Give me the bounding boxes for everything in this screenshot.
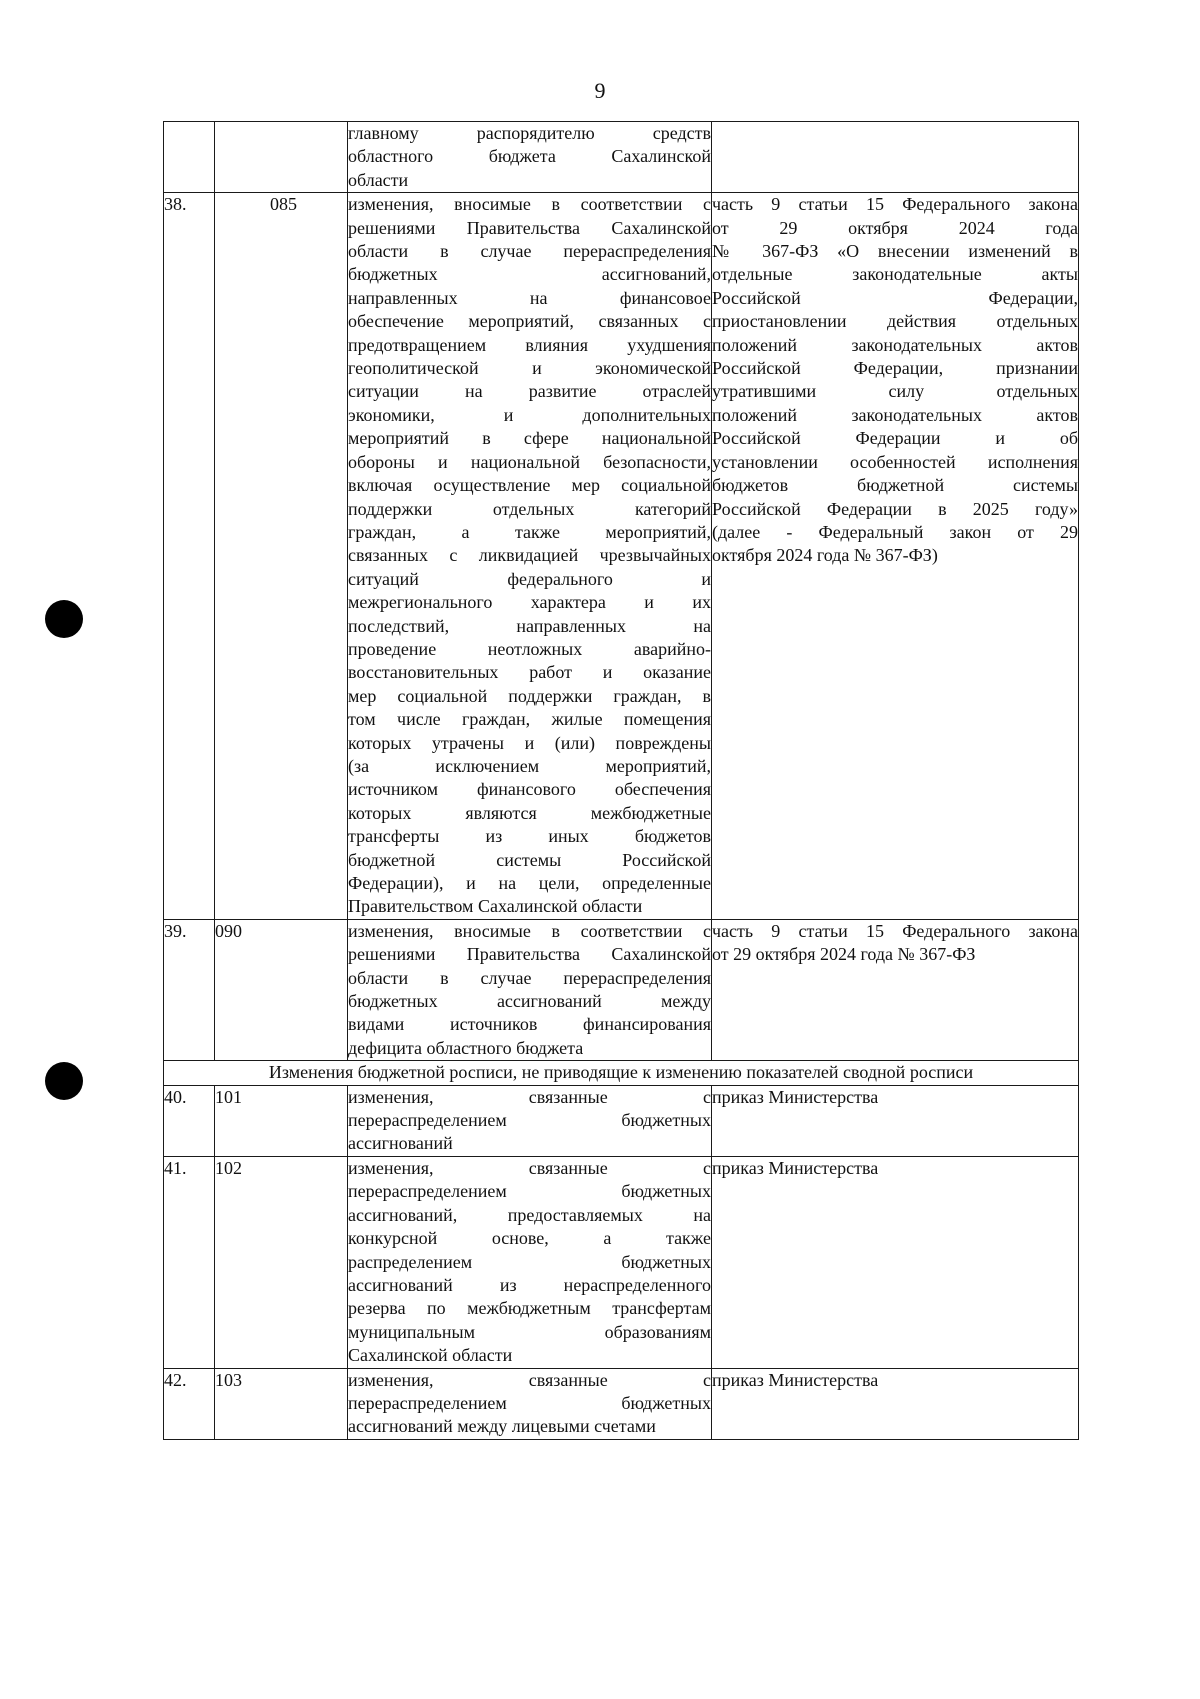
description-line: геополитической и экономической bbox=[348, 358, 711, 379]
description-line: которых являются межбюджетные bbox=[348, 802, 711, 823]
basis-line: часть 9 статьи 15 Федерального закона bbox=[712, 920, 1078, 941]
description-line: решениями Правительства Сахалинской bbox=[348, 944, 711, 965]
description-line: Правительством Сахалинской области bbox=[348, 896, 643, 917]
description-line: перераспределением бюджетных bbox=[348, 1110, 711, 1131]
description-cell bbox=[348, 1085, 712, 1156]
description-line: муниципальным образованиям bbox=[348, 1321, 711, 1342]
row-code: 102 bbox=[215, 1156, 348, 1368]
description-line: обеспечение мероприятий, связанных с bbox=[348, 311, 711, 332]
basis-cell bbox=[712, 919, 1079, 1060]
basis-line: от 29 октября 2024 года № 367-ФЗ bbox=[712, 944, 976, 965]
description-line: ситуаций федерального и bbox=[348, 568, 711, 589]
description-line: резерва по межбюджетным трансфертам bbox=[348, 1298, 711, 1319]
description-line: видами источников финансирования bbox=[348, 1014, 711, 1035]
description-line: решениями Правительства Сахалинской bbox=[348, 217, 711, 238]
description-line: включая осуществление мер социальной bbox=[348, 475, 711, 496]
basis-cell bbox=[712, 1156, 1079, 1368]
basis-line: часть 9 статьи 15 Федерального закона bbox=[712, 194, 1078, 215]
table-row bbox=[164, 1156, 1079, 1368]
basis-line: № 367-ФЗ «О внесении изменений в bbox=[712, 241, 1078, 262]
description-cell bbox=[348, 1368, 712, 1439]
description-line: областного бюджета Сахалинской bbox=[348, 146, 711, 167]
description-line: бюджетных ассигнований, bbox=[348, 264, 711, 285]
description-line: проведение неотложных аварийно- bbox=[348, 638, 711, 659]
basis-line: Российской Федерации и об bbox=[712, 428, 1078, 449]
basis-line: утратившими силу отдельных bbox=[712, 381, 1078, 402]
basis-line: от 29 октября 2024 года bbox=[712, 217, 1078, 238]
basis-cell bbox=[712, 122, 1079, 193]
section-title: Изменения бюджетной росписи, не приводящие к изменению показателей сводной росписи bbox=[164, 1061, 1079, 1085]
description-line: том числе граждан, жилые помещения bbox=[348, 709, 711, 730]
description-line: ассигнований, предоставляемых на bbox=[348, 1204, 711, 1225]
description-line: поддержки отдельных категорий bbox=[348, 498, 711, 519]
basis-line: положений законодательных актов bbox=[712, 404, 1078, 425]
basis-line: отдельные законодательные акты bbox=[712, 264, 1078, 285]
basis-cell bbox=[712, 1085, 1079, 1156]
description-line: предотвращением влияния ухудшения bbox=[348, 334, 711, 355]
row-code: 090 bbox=[215, 919, 348, 1060]
description-line: дефицита областного бюджета bbox=[348, 1037, 584, 1058]
basis-line: приказ Министерства bbox=[712, 1086, 879, 1107]
basis-line: положений законодательных актов bbox=[712, 334, 1078, 355]
description-line: Федерации), и на цели, определенные bbox=[348, 873, 711, 893]
description-line: направленных на финансовое bbox=[348, 287, 711, 308]
basis-line: октября 2024 года № 367-ФЗ) bbox=[712, 545, 938, 566]
table-row bbox=[164, 193, 1079, 920]
basis-cell bbox=[712, 193, 1079, 920]
row-code: 103 bbox=[215, 1368, 348, 1439]
basis-line: Российской Федерации, признании bbox=[712, 358, 1078, 379]
page-number: 9 bbox=[594, 78, 606, 103]
description-line: обороны и национальной безопасности, bbox=[348, 451, 711, 472]
description-line: перераспределением бюджетных bbox=[348, 1181, 711, 1202]
row-number: 39. bbox=[164, 919, 215, 1060]
description-line: мер социальной поддержки граждан, в bbox=[348, 685, 711, 706]
description-line: ассигнований из нераспределенного bbox=[348, 1274, 711, 1295]
description-line: (за исключением мероприятий, bbox=[348, 755, 711, 776]
description-line: трансферты из иных бюджетов bbox=[348, 826, 711, 847]
description-line: распределением бюджетных bbox=[348, 1251, 711, 1272]
description-line: Сахалинской области bbox=[348, 1345, 513, 1366]
description-line: мероприятий в сфере национальной bbox=[348, 428, 711, 449]
description-line: бюджетной системы Российской bbox=[348, 849, 711, 870]
description-line: изменения, связанные с bbox=[348, 1086, 711, 1107]
description-line: экономики, и дополнительных bbox=[348, 404, 711, 425]
table-row bbox=[164, 919, 1079, 1060]
number-cell bbox=[164, 122, 215, 193]
description-line: ситуации на развитие отраслей bbox=[348, 381, 711, 402]
punch-hole bbox=[45, 600, 83, 638]
description-line: перераспределением бюджетных bbox=[348, 1392, 711, 1413]
row-code: 085 bbox=[215, 193, 348, 920]
row-number: 38. bbox=[164, 193, 215, 920]
description-line: конкурсной основе, а также bbox=[348, 1228, 711, 1249]
description-line: изменения, связанные с bbox=[348, 1369, 711, 1390]
changes-table bbox=[163, 121, 1079, 1440]
description-line: граждан, а также мероприятий, bbox=[348, 521, 711, 542]
description-line: области bbox=[348, 169, 409, 190]
description-line: изменения, вносимые в соответствии с bbox=[348, 920, 711, 941]
description-cell bbox=[348, 919, 712, 1060]
row-number: 42. bbox=[164, 1368, 215, 1439]
description-line: ассигнований bbox=[348, 1133, 453, 1154]
basis-line: приказ Министерства bbox=[712, 1369, 879, 1390]
description-line: последствий, направленных на bbox=[348, 615, 711, 636]
row-number: 40. bbox=[164, 1085, 215, 1156]
table-row bbox=[164, 1368, 1079, 1439]
basis-cell bbox=[712, 1368, 1079, 1439]
basis-line: Российской Федерации в 2025 году» bbox=[712, 498, 1078, 519]
basis-line: установлении особенностей исполнения bbox=[712, 451, 1078, 472]
basis-line: приостановлении действия отдельных bbox=[712, 311, 1078, 332]
description-line: которых утрачены и (или) повреждены bbox=[348, 732, 711, 753]
description-line: области в случае перераспределения bbox=[348, 241, 711, 262]
row-number: 41. bbox=[164, 1156, 215, 1368]
section-header-row bbox=[164, 1061, 1079, 1085]
description-line: источником финансового обеспечения bbox=[348, 779, 711, 800]
description-cell bbox=[348, 193, 712, 920]
description-line: изменения, вносимые в соответствии с bbox=[348, 194, 711, 215]
description-line: главному распорядителю средств bbox=[348, 123, 711, 143]
punch-hole bbox=[45, 1062, 83, 1100]
description-line: связанных с ликвидацией чрезвычайных bbox=[348, 545, 711, 566]
description-line: изменения, связанные с bbox=[348, 1157, 711, 1178]
description-line: области в случае перераспределения bbox=[348, 967, 711, 988]
row-code: 101 bbox=[215, 1085, 348, 1156]
table-row bbox=[164, 1085, 1079, 1156]
description-line: восстановительных работ и оказание bbox=[348, 662, 711, 683]
description-line: ассигнований между лицевыми счетами bbox=[348, 1416, 656, 1437]
table-row bbox=[164, 122, 1079, 193]
code-cell bbox=[215, 122, 348, 193]
description-line: межрегионального характера и их bbox=[348, 592, 711, 613]
basis-line: бюджетов бюджетной системы bbox=[712, 475, 1078, 496]
description-line: бюджетных ассигнований между bbox=[348, 991, 711, 1012]
basis-line: приказ Министерства bbox=[712, 1157, 879, 1178]
basis-line: Российской Федерации, bbox=[712, 287, 1078, 308]
basis-line: (далее - Федеральный закон от 29 bbox=[712, 521, 1078, 542]
description-cell bbox=[348, 1156, 712, 1368]
description-cell bbox=[348, 122, 712, 193]
